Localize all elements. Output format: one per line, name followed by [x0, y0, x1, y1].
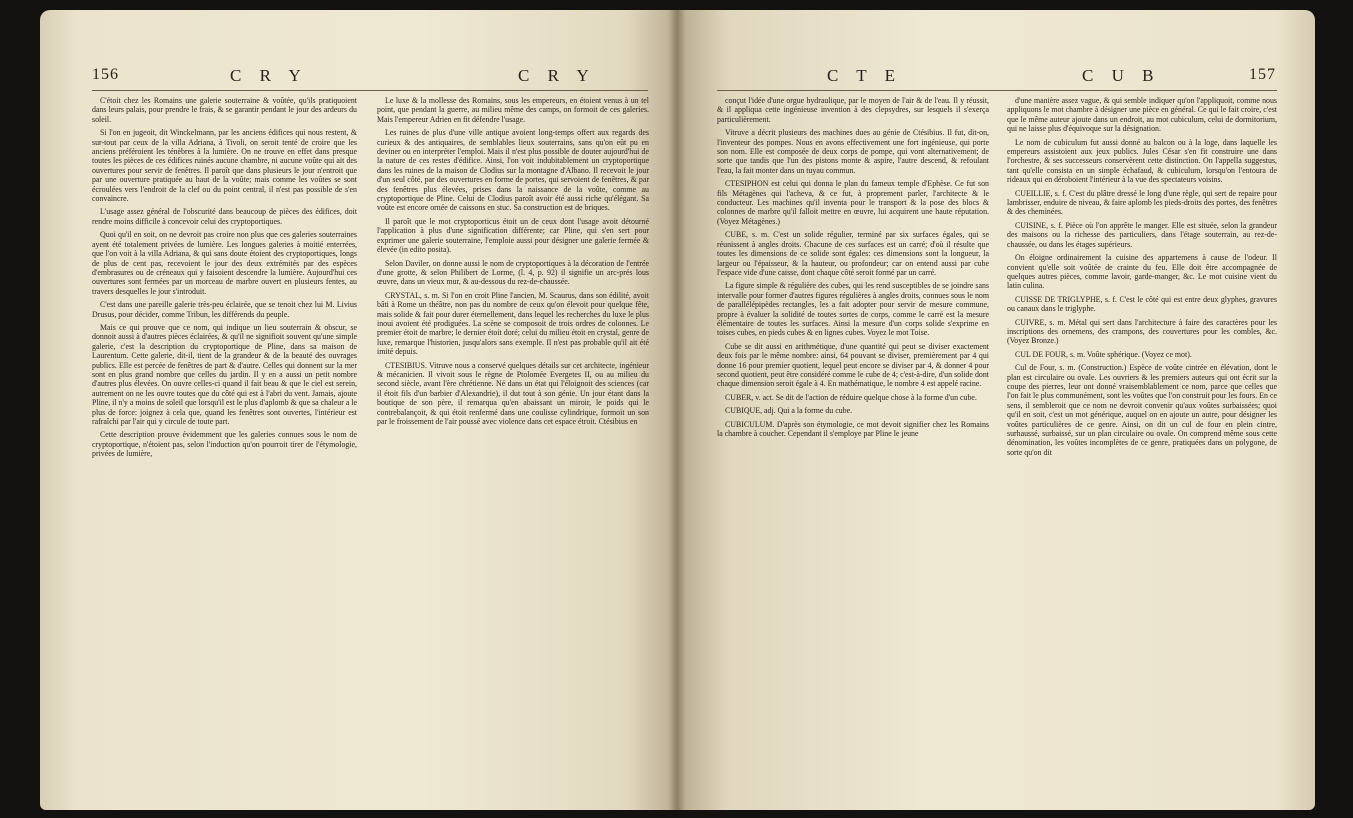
- dictionary-entry: CUBER, v. act. Se dit de l'action de réduire quelque chose à la forme d'un cube.: [725, 392, 977, 402]
- paragraph: Le nom de cubiculum fut aussi donné au balcon ou à la loge, dans laquelle les empereurs assistoient aux jeux publics. Jules César s'en fit construire une dans l'orchestre, & ses successeurs conservèrent cette distinction. On l'appella suggestus, tant qu'elle consista en un simple échafaud, & cubiculum, lorsqu'on l'entoura de rideaux qui en déroboient l'intérieur à la vue des spectateurs voisins.: [1007, 137, 1277, 185]
- paragraph: Les ruines de plus d'une ville antique avoient long-temps offert aux regards des curieux & des antiquaires, de semblables lieux souterrains, sans qu'on eût pu en deviner ou en interpréter l'emploi. Mais il n'est plus possible de douter aujourd'hui de la nature de ces restes d'édifice. Ainsi, l'on voit indubitablement un cryptoportique dans les ruines de la maison de Clodius sur la montagne d'Albano. Il recevoit le jour d'un seul côté, par des ouvertures en forme de portes, qui servoient de fenêtres, & par des fenêtres plus élevées, prises dans la naissance de la voûte, comme au cryptoportique de Pline. Celui de Clodius paroît avoir été aussi riche qu'élégant. Sa voûte est encore ornée de caissons en stuc. Sa construction est de briques.: [377, 128, 649, 213]
- dictionary-entry: CUIVRE, s. m. Métal qui sert dans l'architecture à faire des caractères pour les inscriptions des ornemens, des crampons, des couvertures pour les combles, &c. (Voyez Bronze.): [1007, 317, 1277, 346]
- dictionary-entry: CUEILLIE, s. f. C'est du plâtre dressé le long d'une règle, qui sert de repaire pour lambrisser, enduire de niveau, & faire aplomb les pieds-droits des portes, des fenêtres & des cheminées.: [1007, 188, 1277, 217]
- paragraph: Quoi qu'il en soit, on ne devroit pas croire non plus que ces galeries souterraines ayent été totalement privées de lumière. Les longues galeries à moitié enterrées, que l'on voit à la villa Adriana, & qui sans doute étoient des cryptoportiques, longs de plus de cent pas, recevoient le jour des deux extrémités par des espèces d'embrasures ou de créneaux qui y faisoient descendre la lumière. Aujourd'hui ces ouvertures sont fermées par un morceau de marbre ouvert en plusieurs fentes, au travers desquelles le jour s'introduit.: [92, 230, 357, 296]
- page-number: 157: [1249, 66, 1276, 83]
- dictionary-entry: CTESIPHON est celui qui donna le plan du fameux temple d'Ephèse. Ce fut son fils Métagènes qui l'acheva, & ce fut, à proprement parler, l'architecte & le conducteur. Les machines qu'il inventa pour le transport & la pose des blocs & colonnes de marbre qu'il falloit mettre en œuvre, lui acquirent une haute réputation. (Voyez Métagènes.): [717, 179, 989, 226]
- running-head-left-page: [40, 66, 677, 90]
- paragraph: Cette description prouve évidemment que les galeries connues sous le nom de cryptoportique, n'étoient pas, selon l'induction qu'on pourroit tirer de l'étymologie, privées de lumière,: [92, 430, 357, 459]
- paragraph: d'une manière assez vague, & qui semble indiquer qu'on l'appliquoit, comme nous appliquons le mot chambre à désigner une pièce en général. Ce qui le fait croire, c'est que le même auteur ajoute dans un endroit, au mot cubiculum, celui de dormitorium, qui ne laisse plus d'équivoque sur la désignation.: [1007, 96, 1277, 134]
- paragraph: Mais ce qui prouve que ce nom, qui indique un lieu souterrain & obscur, se donnoit aussi à d'autres pièces éclairées, & qu'il ne signifioit souvent qu'une simple galerie, c'est la description du cryptoportique de Pline, dans sa maison de Laurentum. Cette galerie, dit-il, tient de la grandeur & de la beauté des ouvrages publics. Elle est percée de fenêtres de part & d'autre. Celles qui donnent sur la mer sont en plus grand nombre que celles du jardin. Il y en a aussi un petit nombre d'autres plus élevées. On ouvre celles-ci quand il fait beau & que le ciel est serein, autrement on ne les ouvre toutes que du côté qui est à l'abri du vent. Jamais, ajoute Pline, il n'y a moins de soleil que lorsqu'il est le plus d'aplomb & que sa chaleur a le plus de force: joignez à cela que, quand les fenêtres sont ouvertes, l'intérieur est rafraîchi par l'air qui y circule de toute part.: [92, 322, 357, 426]
- running-head-right-page: [677, 66, 1315, 90]
- paragraph: Selon Daviler, on donne aussi le nom de cryptoportiques à la décoration de l'entrée d'une grotte, & selon Philibert de Lorme, (l. 4, p. 92) il signifie un arc-prés lous œuvre, dans un vieux mur, & au-dessous du rez-de-chaussée.: [377, 258, 649, 287]
- paragraph: Cube se dit aussi en arithmétique, d'une quantité qui peut se diviser exactement deux fois par le même nombre: ainsi, 64 pouvant se diviser, premièrement par 4 qui donne 16 pour premier quotient, lequel peut encore se diviser par 4, & donner 4 pour second quotient, peut être considéré comme le cube de 4; c'est-à-dire, d'un solide dont chaque dimension seroit égale à 4. En mathématique, le nombre 4 est appelé racine.: [717, 341, 989, 389]
- paragraph: conçut l'idée d'une orgue hydraulique, par le moyen de l'air & de l'eau. Il y réussit, & il appliqua cette ingénieuse invention à des clepsydres, sur lesquels il s'exerça particulièrement.: [717, 96, 989, 124]
- open-book: [40, 10, 1315, 810]
- paragraph: On éloigne ordinairement la cuisine des appartemens à cause de l'odeur. Il convient qu'elle soit voûtée de crainte du feu. Elle doit être accompagnée de quelques autres pièces, comme lavoir, garde-manger, &c. Le mot cuisine vient du latin culina.: [1007, 253, 1277, 291]
- text-column-2: [1007, 96, 1277, 792]
- text-column-1: [92, 96, 357, 792]
- dictionary-entry: CTESIBIUS. Vitruve nous a conservé quelques détails sur cet architecte, ingénieur & mécanicien. Il vivoit sous le règne de Ptolomée Evergetes II, ou au milieu du second siècle, avant l'ère chrétienne. Né dans un état qui l'éloignoit des sciences (car il étoit fils d'un barbier d'Alexandrie), il dut tout à son génie. Un jour étant dans la boutique de son père, il remarqua qu'en abaissant un miroir, le poids qui le contrebalançoit, & qui étoit renfermé dans une coulisse cylindrique, formoit un son par le froissement de l'air poussé avec violence dans cet espace étroit. Ctésibius en: [377, 360, 649, 426]
- paragraph: Le luxe & la mollesse des Romains, sous les empereurs, en étoient venus à un tel point, que pendant la guerre, au milieu même des camps, on formoit de ces galeries. Mais l'empereur Adrien en fit défendre l'usage.: [377, 96, 649, 124]
- paragraph: Vitruve a décrit plusieurs des machines dues au génie de Ctésibius. Il fut, dit-on, l'inventeur des pompes. Nous en avons effectivement une fort ingénieuse, qui porte son nom. Elle est composée de deux corps de pompe, qui vont alternativement; de sorte que tandis que l'un des pistons monte & aspire, l'autre descend, & refoulant l'eau, la fait monter dans un tuyau commun.: [717, 128, 989, 175]
- text-column-1: [717, 96, 989, 792]
- running-head-word: C U B: [1082, 66, 1161, 85]
- right-page: [677, 10, 1315, 810]
- dictionary-entry: CUISINE, s. f. Pièce où l'on apprête le manger. Elle est située, selon la grandeur des maisons ou la richesse des particuliers, dans l'étage souterrain, au rez-de-chaussée, ou dans les étages supérieurs.: [1007, 220, 1277, 249]
- paragraph: Si l'on en jugeoit, dit Winckelmann, par les anciens édifices qui nous restent, & sur-tout par ceux de la villa Adriana, à Tivoli, on seroit tenté de croire que les anciens préféroient les ténèbres à la lumière. On ne trouve en effet dans presque toutes les pièces de ces édifices ruinés aucune chambre, ni aucune voûte qui ait des ouvertures pour servir de fenêtres. Il paroît que dans plusieurs le jour n'entroit que par une ouverture pratiquée au haut de la voûte; mais comme les voûtes se sont écroulées vers l'endroit de la clef ou du point central, il n'est pas possible de s'en convaincre.: [92, 128, 357, 204]
- running-head-word: C T E: [827, 66, 902, 85]
- paragraph: Il paroît que le mot cryptoporticus étoit un de ceux dont l'usage avoit détourné l'application à plus d'une signification différente; car Pline, qui s'en sert pour exprimer une galerie souterraine, l'emploie aussi pour désigner une galerie fermée & élevée (in edito posita).: [377, 216, 649, 255]
- left-page: [40, 10, 677, 810]
- dictionary-entry: CUBE, s. m. C'est un solide régulier, terminé par six surfaces égales, qui se réunissent à angles droits. Chacune de ces surfaces est un carré; d'où il résulte que toutes les dimensions de ce solide sont égales: ces dimensions sont la longueur, la largeur ou l'épaisseur, & la hauteur, ou profondeur; car on entend aussi par cube l'espace vide d'une caisse, dont chaque côté seroit formé par un carré.: [717, 230, 989, 277]
- book-gutter: [668, 10, 686, 810]
- header-rule: [92, 90, 648, 91]
- text-column-2: [377, 96, 649, 792]
- page-number: 156: [92, 66, 119, 83]
- paragraph: La figure simple & régulière des cubes, qui les rend susceptibles de se joindre sans intervalle pour former d'autres figures régulières à angles droits, connues sous le nom de parallélépipèdes rectangles, les a fait adopter pour servir de mesure commune, propre à évaluer la solidité de toutes sortes de corps, comme le carré est la mesure élémentaire de toutes les surfaces. Ainsi la mesure d'un corps solide s'exprime en toises cubes, en pieds cubes & en lignes cubes. Voyez le mot Toise.: [717, 281, 989, 338]
- dictionary-entry: CUBIQUE, adj. Qui a la forme du cube.: [725, 406, 853, 416]
- dictionary-entry: CRYSTAL, s. m. Si l'on en croit Pline l'ancien, M. Scaurus, dans son édilité, avoit bâti à Rome un théâtre, non pas du nombre de ceux qu'on élevoit pour quelque fête, mais solide & fait pour durer éternellement, dans lequel les recherches du luxe le plus inoui avoient été prodiguées. La scène se composoit de trois ordres de colonnes. Le premier étoit de marbre; le dernier étoit doré; celui du milieu étoit en crystal, genre de luxe, remarque l'historien, jusqu'alors sans exemple. Il n'est pas probable qu'il ait été imité depuis.: [377, 290, 649, 357]
- dictionary-entry: CUL DE FOUR, s. m. Voûte sphérique. (Voyez ce mot).: [1015, 349, 1192, 359]
- dictionary-entry: CUISSE DE TRIGLYPHE, s. f. C'est le côté qui est entre deux glyphes, gravures ou canaux dans le triglyphe.: [1007, 294, 1277, 314]
- running-head-word: C R Y: [230, 66, 308, 85]
- paragraph: C'étoit chez les Romains une galerie souterraine & voûtée, qu'ils pratiquoient dans leurs palais, pour prendre le frais, & se garantir pendant le jour des ardeurs du soleil.: [92, 96, 357, 124]
- dictionary-entry: CUBICULUM. D'après son étymologie, ce mot devoit signifier chez les Romains la chambre à coucher. Cependant il s'employe par Pline le jeune: [717, 419, 989, 438]
- paragraph: C'est dans une pareille galerie très-peu éclairée, que se tenoit chez lui M. Livius Drusus, pour décider, comme Tribun, les différends du peuple.: [92, 300, 357, 319]
- header-rule: [717, 90, 1277, 91]
- dictionary-entry: Cul de Four, s. m. (Construction.) Espèce de voûte cintrée en élévation, dont le plan est circulaire ou ovale. Les ouvriers & les premiers auteurs qui ont écrit sur la coupe des pierres, leur ont donné vraisemblablement ce nom, parce que celles que l'on fait le plus communément, sont les voûtes que l'on construit pour les fours. En ce sens, il sembleroit que ce nom ne devroit convenir qu'aux voûtes surbaissées; quoi qu'il en soit, c'est un mot générique, auquel on en ajoute un autre, pour désigner les voûtes particulières de ce genre. Ainsi, on dit un cul de four en plein cintre, surhaussé, surbaissé, sur un plan circulaire ou ovale. On comprend même sous cette dénomination, les voûtes incomplètes de ce genre, pratiquées dans un polygone, de sorte qu'on dit: [1007, 363, 1277, 457]
- running-head-word: C R Y: [518, 66, 596, 85]
- paragraph: L'usage assez général de l'obscurité dans beaucoup de pièces des édifices, doit rendre moins difficile à concevoir celui des cryptoportiques.: [92, 207, 357, 226]
